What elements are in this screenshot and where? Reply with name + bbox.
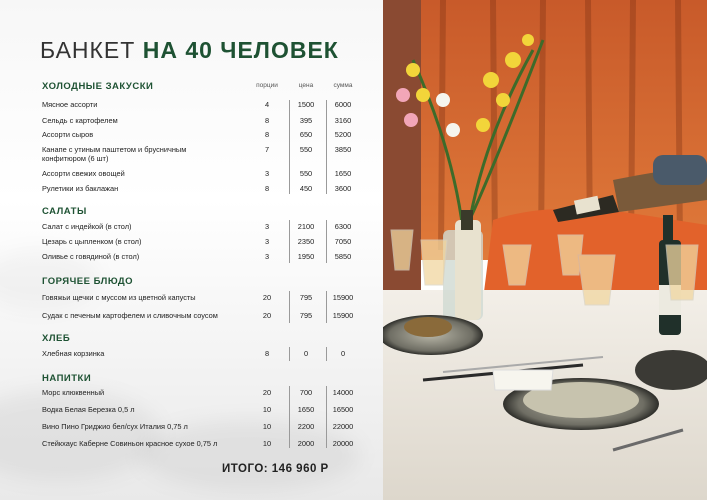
item-price: 550	[299, 145, 313, 154]
item-portions: 10	[262, 405, 272, 414]
item-price: 700	[299, 388, 313, 397]
column-divider	[326, 386, 327, 448]
item-portions: 3	[264, 222, 270, 231]
item-portions: 8	[264, 116, 270, 125]
item-sum: 5200	[334, 130, 352, 139]
item-portions: 7	[264, 145, 270, 154]
item-sum: 20000	[332, 439, 354, 448]
section-title: ХОЛОДНЫЕ ЗАКУСКИ	[42, 81, 154, 92]
item-sum: 6000	[334, 100, 352, 109]
item-portions: 3	[264, 252, 270, 261]
item-portions: 4	[264, 100, 270, 109]
item-portions: 8	[264, 349, 270, 358]
item-name: Хлебная корзинка	[42, 349, 105, 358]
item-name: Морс клюквенный	[42, 388, 105, 397]
column-divider	[326, 347, 327, 361]
item-name: Судак с печеным картофелем и сливочным соусом	[42, 311, 218, 320]
item-price: 650	[299, 130, 313, 139]
page-title	[40, 37, 339, 64]
item-sum: 15900	[332, 293, 354, 302]
item-sum: 3160	[334, 116, 352, 125]
column-divider	[326, 291, 327, 323]
item-price: 795	[299, 311, 313, 320]
column-divider	[289, 220, 290, 263]
total-amount: ИТОГО: 146 960 Р	[222, 463, 329, 475]
item-sum: 16500	[332, 405, 354, 414]
item-price: 0	[303, 349, 309, 358]
item-portions: 8	[264, 184, 270, 193]
title-accent: НА 40 ЧЕЛОВЕК	[142, 37, 339, 63]
item-name: Стейкхаус Каберне Совиньон красное сухое 0,75 л	[42, 439, 218, 448]
item-name: Сельдь с картофелем	[42, 116, 118, 125]
item-name: Ассорти сыров	[42, 130, 94, 139]
item-name: Говяжьи щечки с муссом из цветной капусты	[42, 293, 196, 302]
item-name: Водка Белая Березка 0,5 л	[42, 405, 135, 414]
column-divider	[289, 347, 290, 361]
item-price: 2200	[297, 422, 315, 431]
item-name: Салат с индейкой (в стол)	[42, 222, 132, 231]
item-sum: 1650	[334, 169, 352, 178]
item-portions: 10	[262, 422, 272, 431]
item-sum: 3600	[334, 184, 352, 193]
item-sum: 5850	[334, 252, 352, 261]
item-price: 1650	[297, 405, 315, 414]
item-sum: 14000	[332, 388, 354, 397]
item-portions: 10	[262, 439, 272, 448]
item-price: 1950	[297, 252, 315, 261]
item-name: Мясное ассорти	[42, 100, 98, 109]
item-name: Вино Пино Гриджио бел/сух Италия 0,75 л	[42, 422, 188, 431]
item-name: Ассорти свежих овощей	[42, 169, 125, 178]
item-price: 2000	[297, 439, 315, 448]
section-title: САЛАТЫ	[42, 206, 87, 217]
column-divider	[289, 291, 290, 323]
column-divider	[326, 220, 327, 263]
title-main: БАНКЕТ	[40, 37, 136, 63]
item-price: 450	[299, 184, 313, 193]
column-divider	[289, 100, 290, 194]
item-name: Цезарь с цыпленком (в стол)	[42, 237, 142, 246]
item-sum: 3850	[334, 145, 352, 154]
item-sum: 7050	[334, 237, 352, 246]
column-divider	[289, 386, 290, 448]
item-sum: 0	[340, 349, 346, 358]
item-price: 2100	[297, 222, 315, 231]
section-title: ГОРЯЧЕЕ БЛЮДО	[42, 276, 134, 287]
column-divider	[326, 100, 327, 194]
item-price: 395	[299, 116, 313, 125]
item-portions: 3	[264, 237, 270, 246]
item-price: 1500	[297, 100, 315, 109]
column-header-portions: порции	[256, 82, 278, 89]
item-price: 2350	[297, 237, 315, 246]
item-sum: 6300	[334, 222, 352, 231]
item-portions: 20	[262, 293, 272, 302]
item-portions: 3	[264, 169, 270, 178]
item-price: 795	[299, 293, 313, 302]
item-name: Рулетики из баклажан	[42, 184, 119, 193]
banquet-table-photo	[383, 0, 707, 500]
section-title: НАПИТКИ	[42, 373, 92, 384]
item-sum: 15900	[332, 311, 354, 320]
column-header-sum: сумма	[333, 82, 353, 89]
item-price: 550	[299, 169, 313, 178]
item-name: Канапе с утиным паштетом и брусничным конфитюром (6 шт)	[42, 145, 187, 163]
item-name: Оливье с говядиной (в стол)	[42, 252, 140, 261]
column-header-price: цена	[298, 82, 314, 89]
section-title: ХЛЕБ	[42, 333, 71, 344]
item-portions: 20	[262, 388, 272, 397]
item-portions: 8	[264, 130, 270, 139]
item-sum: 22000	[332, 422, 354, 431]
item-portions: 20	[262, 311, 272, 320]
